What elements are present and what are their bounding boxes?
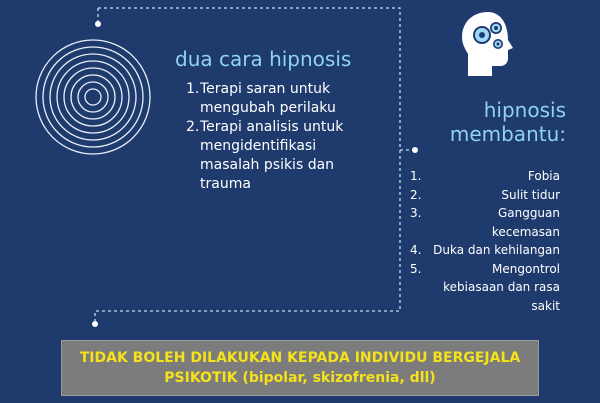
warning-banner-line: TIDAK BOLEH DILAKUKAN KEPADA INDIVIDU BERGEJALA (79, 350, 521, 366)
list-item-number: 1. (186, 81, 200, 97)
list-item-number: 5. (410, 261, 422, 276)
list-item-text (442, 204, 560, 241)
connector-dot-bottom (92, 321, 98, 327)
list-item-line: trauma (200, 176, 251, 192)
list-item-line: Terapi analisis untuk (200, 119, 344, 135)
list-item-text (200, 80, 386, 118)
list-item (410, 186, 560, 205)
list-item-line: Mengontrol (492, 261, 560, 276)
list-item-line: Terapi saran untuk (200, 81, 331, 97)
right-heading-line: hipnosis (483, 98, 566, 122)
list-item-text (200, 118, 386, 194)
right-heading (430, 98, 566, 146)
list-item-number: 2. (410, 187, 422, 202)
list-item-number: 4. (410, 243, 422, 257)
list-item-number: 1. (410, 169, 422, 183)
left-list (186, 80, 386, 194)
list-item (410, 167, 560, 186)
list-item-line: Fobia (527, 169, 560, 183)
list-item (186, 80, 386, 118)
list-item-line: Sulit tidur (501, 187, 560, 202)
list-item-line: Duka dan kehilangan (433, 243, 560, 257)
list-item-line: Gangguan (497, 206, 560, 220)
connector-dot-right (412, 147, 418, 153)
list-item-line: kecemasan (491, 224, 560, 239)
list-item-line: masalah psikis dan (200, 157, 335, 173)
list-item-number: 3. (410, 206, 422, 220)
list-item (410, 204, 560, 241)
right-heading-line: membantu: (449, 122, 566, 146)
list-item-text (424, 241, 560, 260)
warning-banner-text (80, 348, 521, 388)
list-item-text (442, 186, 560, 205)
list-item (410, 260, 560, 316)
concentric-circles-icon (34, 38, 152, 156)
list-item-line: mengubah perilaku (200, 100, 336, 116)
left-heading: dua cara hipnosis (175, 47, 352, 71)
list-item-text (442, 167, 560, 186)
warning-banner (61, 340, 539, 396)
list-item (410, 241, 560, 260)
list-item-line: kebiasaan dan rasa (443, 280, 560, 294)
list-item-number: 2. (186, 119, 200, 135)
head-with-gears-icon (458, 10, 520, 78)
connector-dot-top (95, 21, 101, 27)
list-item-line: sakit (531, 298, 560, 313)
list-item (186, 118, 386, 194)
list-item-text (442, 260, 560, 316)
warning-banner-line: PSIKOTIK (bipolar, skizofrenia, dll) (164, 370, 436, 386)
right-list (410, 167, 560, 315)
list-item-line: mengidentifikasi (200, 138, 317, 154)
